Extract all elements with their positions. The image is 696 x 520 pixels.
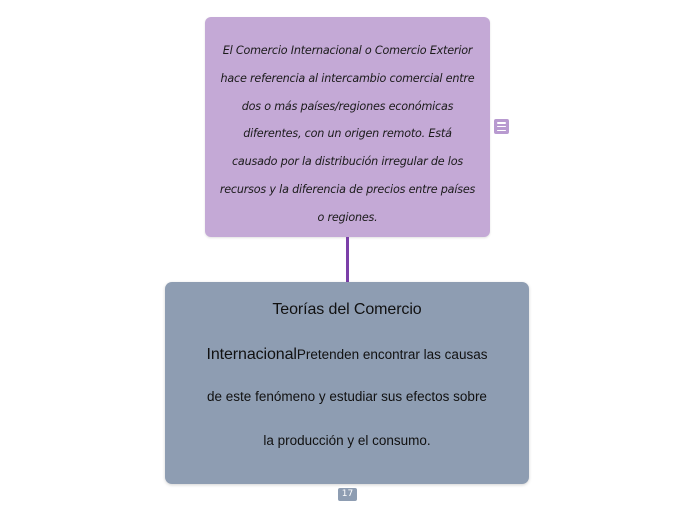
comercio-internacional-definition-node[interactable] <box>205 17 490 237</box>
definition-line-3: dos o más países/regiones económicas <box>241 99 454 113</box>
main-node-line-2 <box>183 332 511 376</box>
main-node-title: Teorías del Comercio <box>272 301 422 318</box>
main-node-title-continued: Internacional <box>206 345 297 363</box>
definition-line-4: diferentes, con un origen remoto. Está <box>243 127 452 141</box>
note-icon-line <box>497 126 506 128</box>
note-icon[interactable] <box>494 119 509 134</box>
node-connector-line <box>346 237 349 282</box>
main-node-description-start: Pretenden encontrar las causas <box>296 346 488 362</box>
definition-line-6: recursos y la diferencia de precios entre países <box>219 182 476 196</box>
teorias-comercio-internacional-node[interactable] <box>165 282 529 484</box>
subtopic-count-badge[interactable]: 17 <box>338 488 357 501</box>
definition-line-5: causado por la distribución irregular de los <box>231 155 463 169</box>
definition-line-1: El Comercio Internacional o Comercio Exterior <box>222 44 473 57</box>
main-node-description-line-2: de este fenómeno y estudiar sus efectos sobre <box>207 389 487 404</box>
note-icon-line <box>497 130 506 132</box>
main-node-description-line-3: la producción y el consumo. <box>263 432 431 448</box>
definition-line-2: hace referencia al intercambio comercial entre <box>220 71 475 85</box>
definition-line-7: o regiones. <box>317 210 378 224</box>
note-icon-line <box>497 122 506 124</box>
